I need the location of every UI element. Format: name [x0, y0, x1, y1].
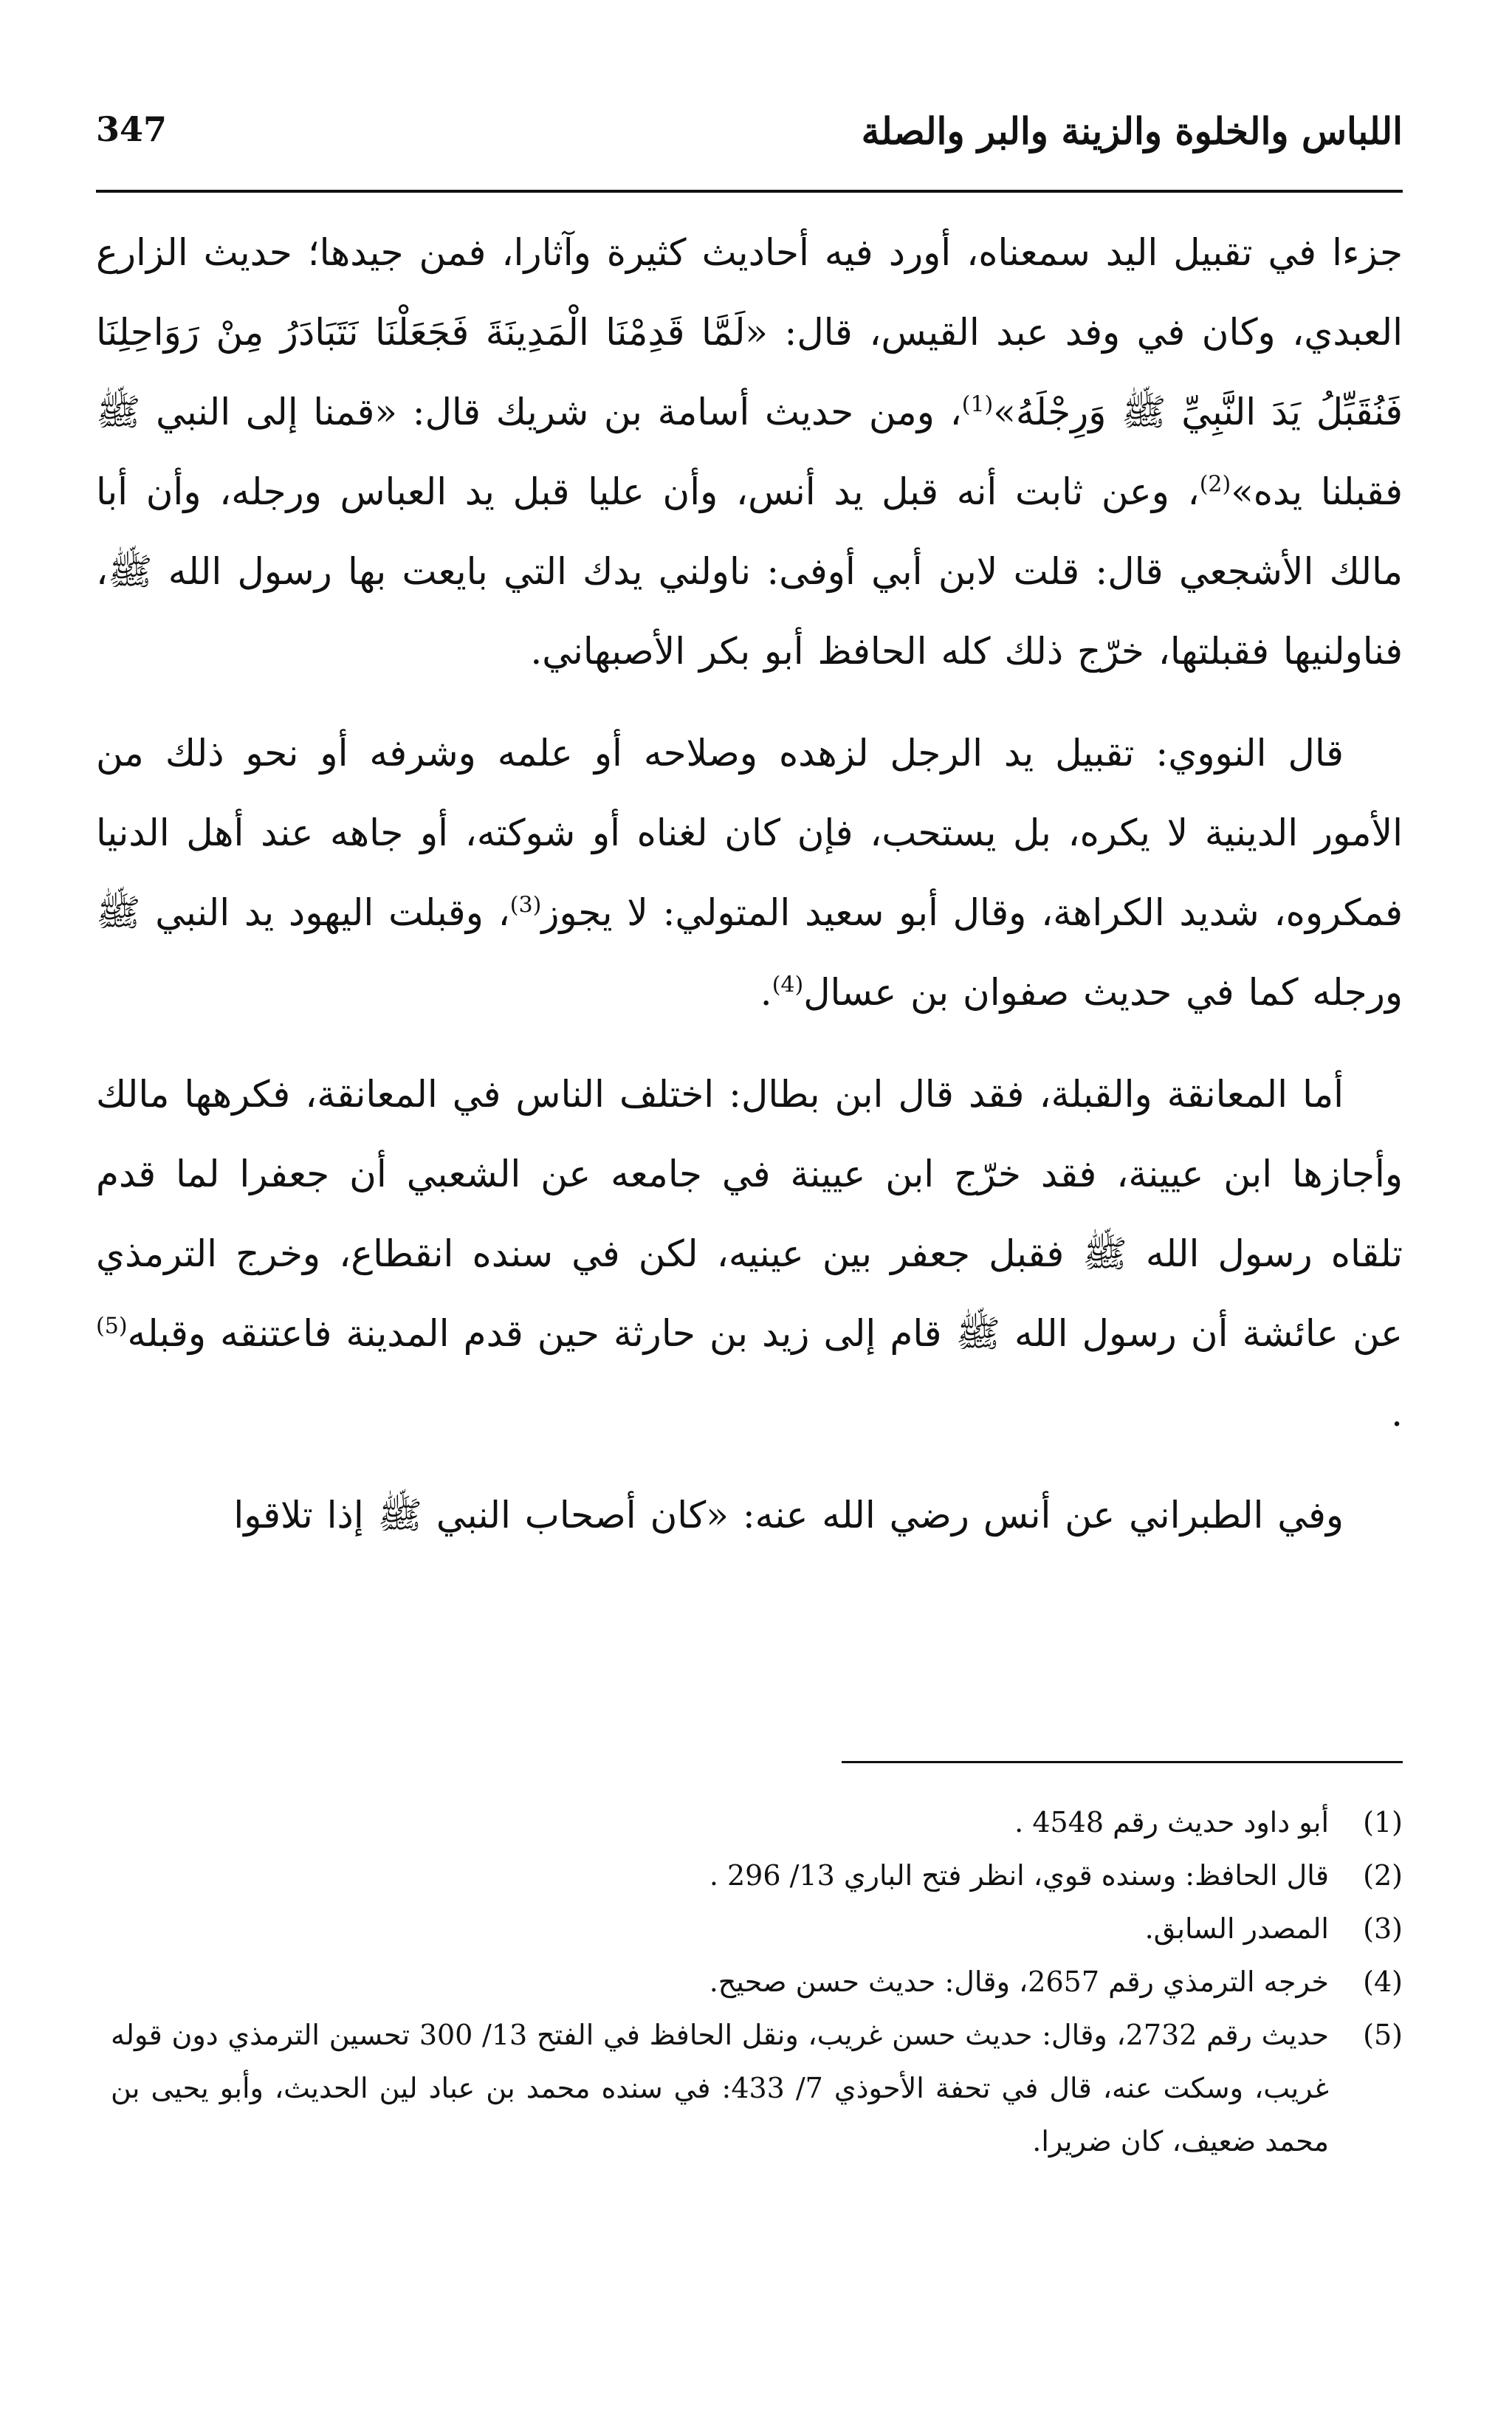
paragraph-1: جزءا في تقبيل اليد سمعناه، أورد فيه أحاديث كثيرة وآثارا، فمن جيدها؛ حديث الزارع العبدي، وكان في وفد عبد القيس، قال: «لَمَّا قَدِمْنَا الْمَدِينَةَ فَجَعَلْنَا نَتَبَادَرُ مِنْ رَوَاحِلِنَا فَنُقَبِّلُ يَدَ النَّبِيِّ ﷺ وَرِجْلَهُ»$^{(1)}$، ومن حديث أسامة بن شريك قال: «قمنا إلى النبي ﷺ فقبلنا يده»$^{(2)}$، وعن ثابت أنه قبل يد أنس، وأن عليا قبل يد العباس ورجله، وأن أبا مالك الأشجعي قال: قلت لابن أبي أوفى: ناولني يدك التي بايعت بها رسول الله ﷺ، فناولنيها فقبلتها، خرّج ذلك كله الحافظ أبو بكر الأصبهاني.	[96, 231, 1403, 673]
footnote-1	[111, 1796, 1403, 1849]
footnote-text: المصدر السابق.	[1144, 1912, 1329, 1945]
footnote-text: خرجه الترمذي رقم 2657، وقال: حديث حسن صحيح.	[709, 1966, 1329, 1998]
footnote-separator	[842, 1761, 1403, 1763]
footnote-text: حديث رقم 2732، وقال: حديث حسن غريب، ونقل الحافظ في الفتح 13/ 300 تحسين الترمذي دون قوله غريب، وسكت عنه، قال في تحفة الأحوذي 7/ 433: في سنده محمد بن عباد لين الحديث، وأبو يحيى بن محمد ضعيف، كان ضريرا.	[111, 2019, 1329, 2157]
header-rule	[96, 190, 1403, 193]
footnote-number: (2)	[1363, 1859, 1403, 1892]
footnote-2	[111, 1849, 1403, 1902]
footnote-ref-1: (1)	[961, 391, 994, 418]
footnote-number: (3)	[1363, 1912, 1403, 1945]
footnote-ref-5: (5)	[96, 1313, 128, 1339]
footnote-text: أبو داود حديث رقم 4548 .	[1014, 1806, 1329, 1839]
footnote-3	[111, 1902, 1403, 1955]
footnote-ref-2: (2)	[1199, 471, 1231, 498]
footnote-5	[111, 2008, 1403, 2168]
page-header	[96, 103, 1403, 177]
footnote-number: (1)	[1363, 1806, 1403, 1839]
paragraph-2: قال النووي: تقبيل يد الرجل لزهده وصلاحه أو علمه وشرفه أو نحو ذلك من الأمور الدينية لا يكره، بل يستحب، فإن كان لغناه أو شوكته، أو جاهه عند أهل الدنيا فمكروه، شديد الكراهة، وقال أبو سعيد المتولي: لا يجوز$^{(3)}$، وقبلت اليهود يد النبي ﷺ ورجله كما في حديث صفوان بن عسال$^{(4)}$.	[96, 732, 1403, 1014]
paragraph-3: أما المعانقة والقبلة، فقد قال ابن بطال: اختلف الناس في المعانقة، فكرهها مالك وأجازها ابن عيينة، فقد خرّج ابن عيينة في جامعه عن الشعبي أن جعفرا لما قدم تلقاه رسول الله ﷺ فقبل جعفر بين عينيه، لكن في سنده انقطاع، وخرج الترمذي عن عائشة أن رسول الله ﷺ قام إلى زيد بن حارثة حين قدم المدينة فاعتنقه وقبله$^{(5)}$ .	[96, 1073, 1403, 1435]
paragraph-4: وفي الطبراني عن أنس رضي الله عنه: «كان أصحاب النبي ﷺ إذا تلاقوا	[233, 1494, 1344, 1537]
footnote-ref-4: (4)	[772, 972, 804, 998]
footnote-ref-3: (3)	[509, 892, 542, 919]
main-text	[96, 213, 1403, 1555]
page-number: 347	[96, 109, 168, 149]
footnote-number: (4)	[1363, 1966, 1403, 1998]
footnote-4	[111, 1955, 1403, 2008]
footnote-number: (5)	[1363, 2019, 1403, 2051]
footnotes	[111, 1796, 1403, 2168]
running-title: اللباس والخلوة والزينة والبر والصلة	[861, 109, 1403, 153]
footnote-text: قال الحافظ: وسنده قوي، انظر فتح الباري 13/ 296 .	[709, 1859, 1329, 1892]
